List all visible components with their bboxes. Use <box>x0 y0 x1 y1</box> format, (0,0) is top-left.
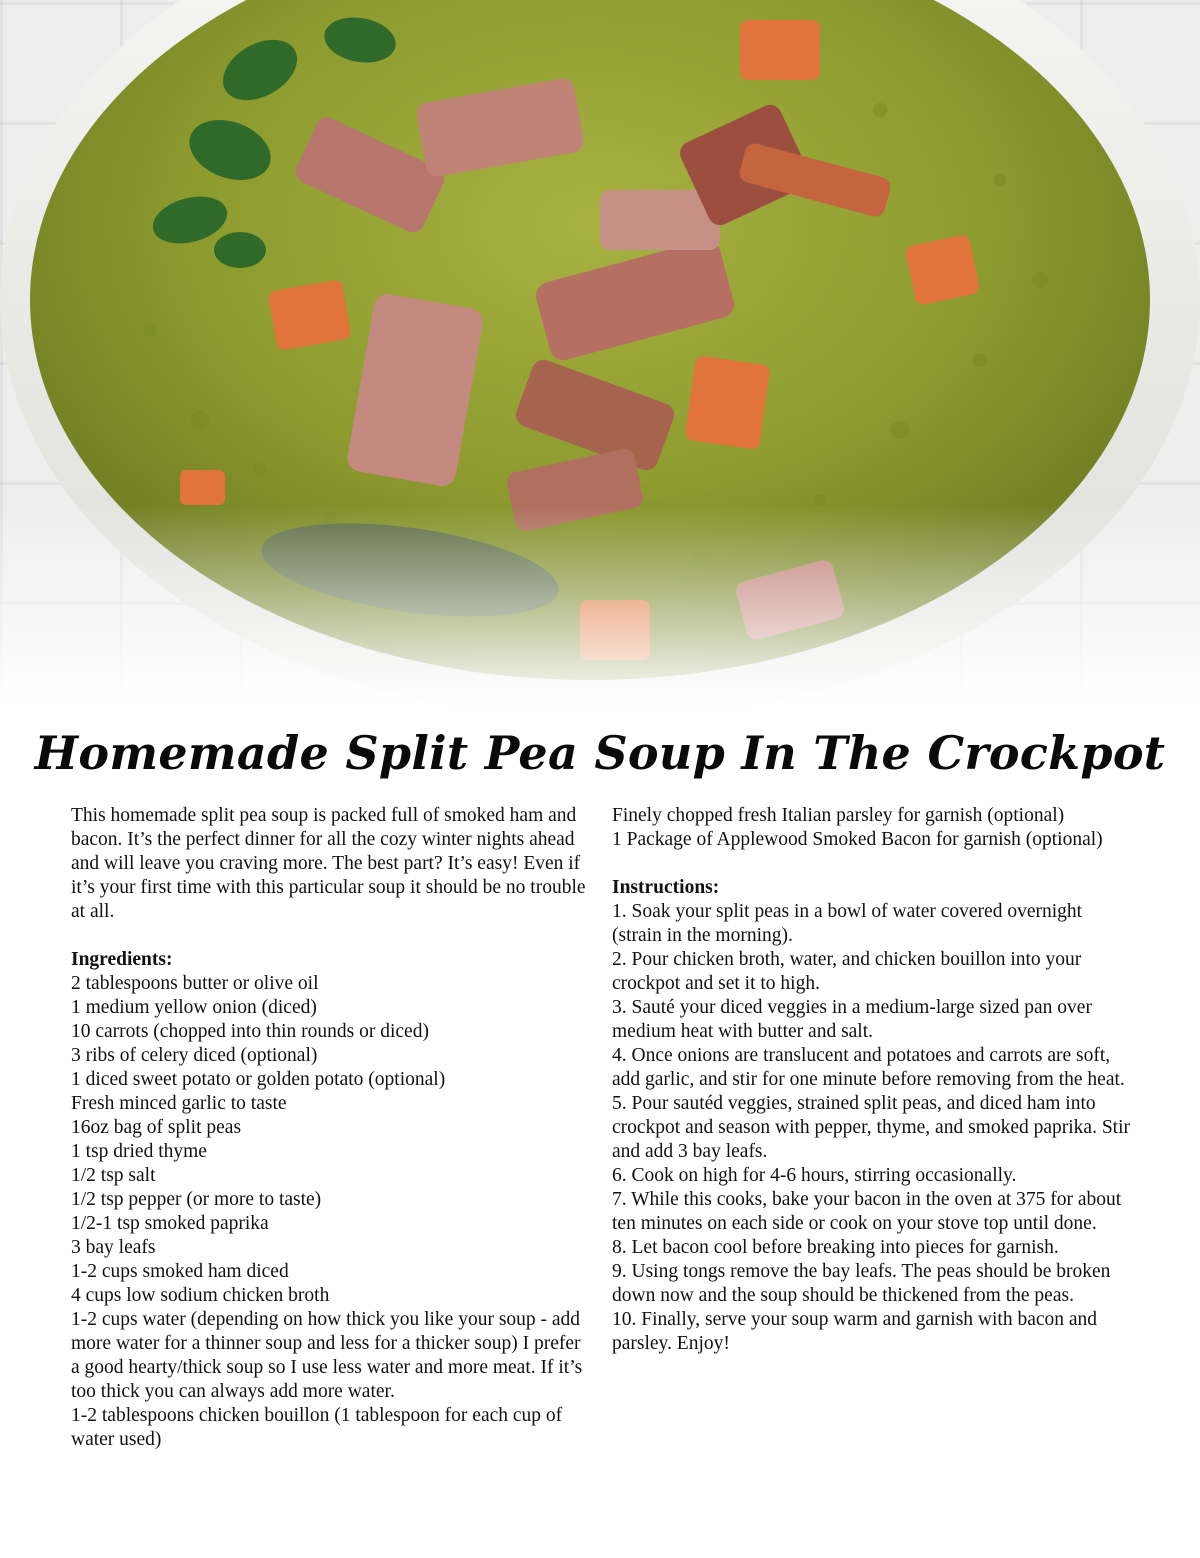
ingredient-item: 2 tablespoons butter or olive oil <box>71 973 319 994</box>
ingredient-item: 1 Package of Applewood Smoked Bacon for garnish (optional) <box>612 829 1103 850</box>
instructions-heading: Instructions: <box>612 877 720 898</box>
instruction-step: 10. Finally, serve your soup warm and garnish with bacon and parsley. Enjoy! <box>612 1309 1098 1354</box>
ingredient-item: 1 medium yellow onion (diced) <box>71 997 317 1018</box>
ingredient-item: 1 tsp dried thyme <box>71 1141 207 1162</box>
ingredient-item: 1-2 cups smoked ham diced <box>71 1261 289 1282</box>
ingredient-item: 4 cups low sodium chicken broth <box>71 1285 330 1306</box>
instruction-step: 6. Cook on high for 4-6 hours, stirring occasionally. <box>612 1165 1017 1186</box>
instruction-step: 7. While this cooks, bake your bacon in the oven at 375 for about ten minutes on each side or cook on your stove top until done. <box>612 1189 1122 1234</box>
ingredient-item: 10 carrots (chopped into thin rounds or diced) <box>71 1021 429 1042</box>
instruction-step: 2. Pour chicken broth, water, and chicken bouillon into your crockpot and set it to high. <box>612 949 1082 994</box>
ingredient-item: 3 ribs of celery diced (optional) <box>71 1045 318 1066</box>
ingredient-item: Fresh minced garlic to taste <box>71 1093 287 1114</box>
instruction-step: 8. Let bacon cool before breaking into pieces for garnish. <box>612 1237 1059 1258</box>
right-column <box>612 804 1132 1356</box>
image-fade <box>0 505 1200 725</box>
left-column <box>71 804 586 1452</box>
instructions-section <box>612 876 1132 1356</box>
intro-paragraph: This homemade split pea soup is packed full of smoked ham and bacon. It’s the perfect dinner for all the cozy winter nights ahead and will leave you craving more. The best part? It’s easy! Even if it’s your first time with this particular soup it should be no trouble at all. <box>71 805 586 922</box>
ingredient-item: 16oz bag of split peas <box>71 1117 242 1138</box>
instruction-step: 9. Using tongs remove the bay leafs. The peas should be broken down now and the soup should be thickened from the peas. <box>612 1261 1111 1306</box>
page-title: Homemade Split Pea Soup In The Crockpot <box>34 726 1166 780</box>
ingredients-section <box>71 948 586 1452</box>
ingredient-item: 3 bay leafs <box>71 1237 156 1258</box>
ingredient-item: 1-2 cups water (depending on how thick you like your soup - add more water for a thinner soup and less for a thicker soup) I prefer a good hearty/thick soup so I use less water and more meat. If it’s too thick you can always add more water. <box>71 1309 583 1402</box>
soup-photo <box>0 0 1200 725</box>
ingredient-item: 1-2 tablespoons chicken bouillon (1 tablespoon for each cup of water used) <box>71 1405 563 1450</box>
instruction-step: 3. Sauté your diced veggies in a medium-large sized pan over medium heat with butter and salt. <box>612 997 1092 1042</box>
ingredients-heading: Ingredients: <box>71 949 173 970</box>
instruction-step: 5. Pour sautéd veggies, strained split peas, and diced ham into crockpot and season with pepper, thyme, and smoked paprika. Stir and add 3 bay leafs. <box>612 1093 1131 1162</box>
instruction-step: 1. Soak your split peas in a bowl of water covered overnight (strain in the morning). <box>612 901 1083 946</box>
ingredient-item: 1/2 tsp pepper (or more to taste) <box>71 1189 322 1210</box>
ingredient-item: 1/2 tsp salt <box>71 1165 156 1186</box>
ingredient-item: 1 diced sweet potato or golden potato (optional) <box>71 1069 446 1090</box>
ingredient-item: 1/2-1 tsp smoked paprika <box>71 1213 269 1234</box>
ingredient-item: Finely chopped fresh Italian parsley for garnish (optional) <box>612 805 1065 826</box>
instruction-step: 4. Once onions are translucent and potatoes and carrots are soft, add garlic, and stir for one minute before removing from the heat. <box>612 1045 1125 1090</box>
